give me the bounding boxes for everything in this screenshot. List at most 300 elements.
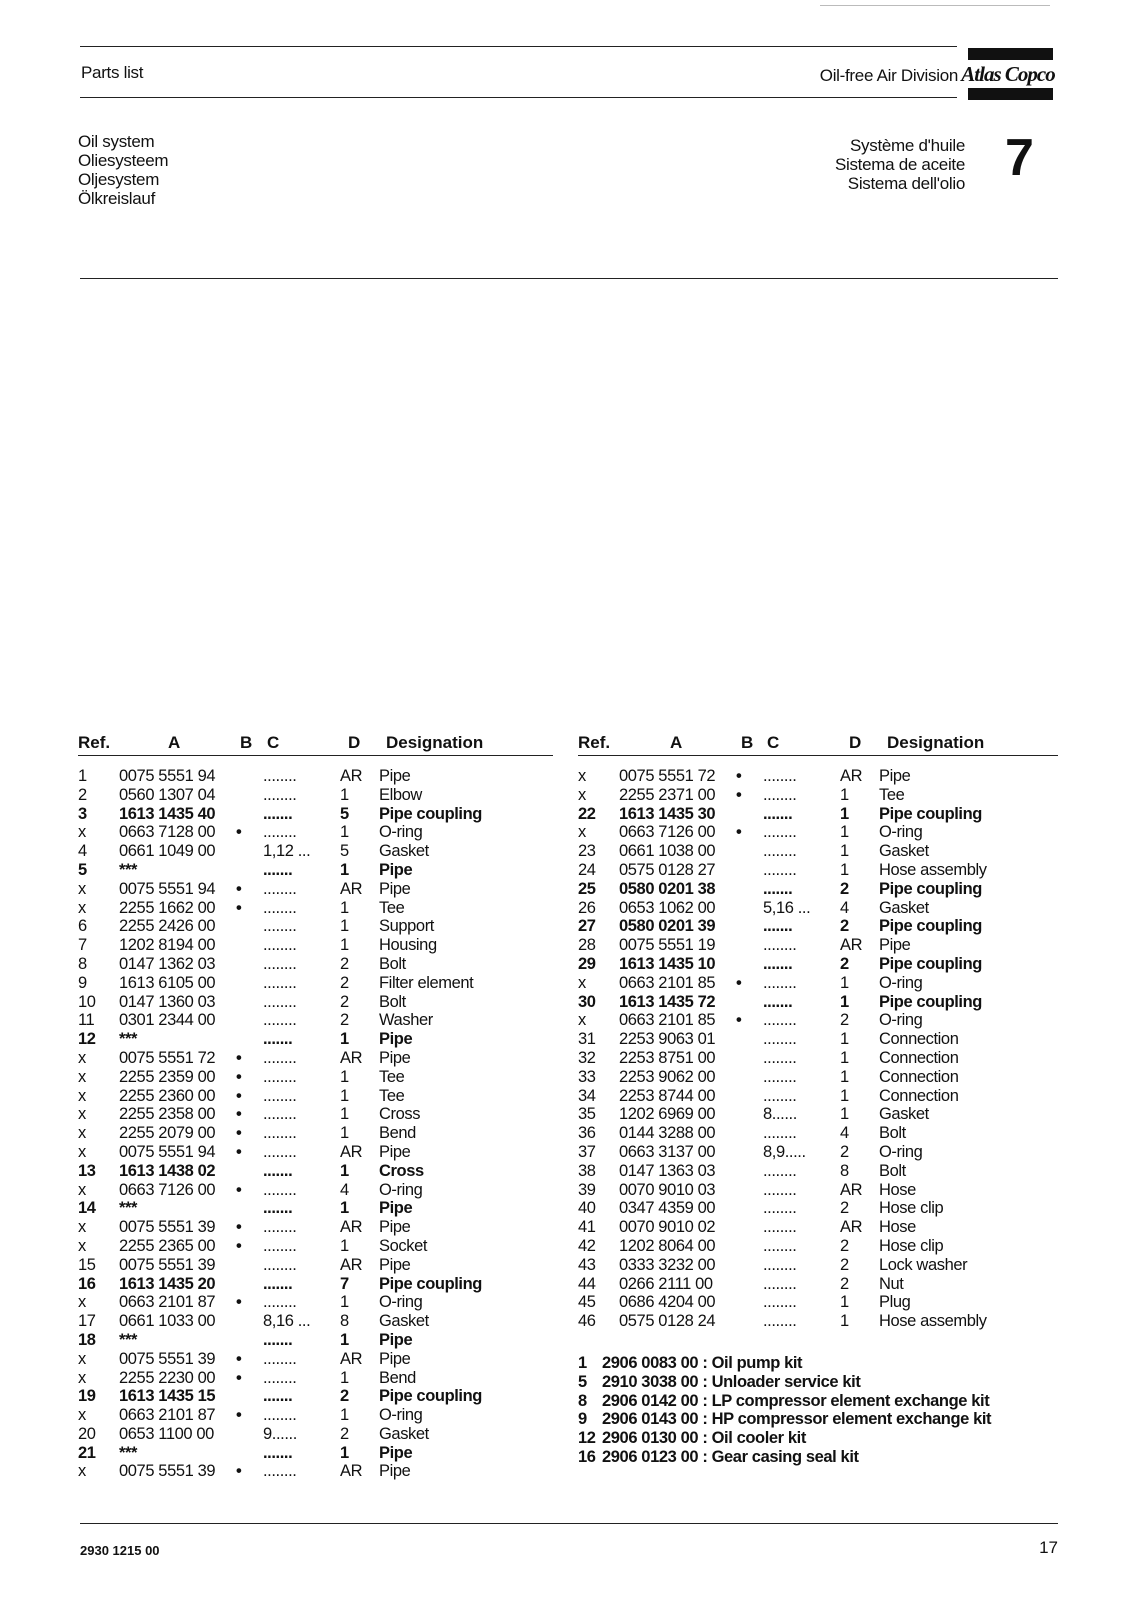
table-row bbox=[78, 936, 558, 955]
row-kit-reference: ....... bbox=[263, 1030, 293, 1049]
row-quantity: 1 bbox=[340, 1236, 349, 1255]
row-part-number: 0653 1100 00 bbox=[119, 1424, 214, 1443]
table-row bbox=[578, 1256, 1058, 1275]
row-ref: 14 bbox=[78, 1199, 96, 1218]
kit-item bbox=[578, 1410, 1058, 1429]
table-row bbox=[78, 1406, 558, 1425]
row-part-number: *** bbox=[119, 1030, 138, 1049]
title-de: Ölkreislauf bbox=[78, 189, 156, 208]
row-ref: 24 bbox=[578, 860, 596, 879]
row-part-number: 0347 4359 00 bbox=[619, 1199, 716, 1218]
row-designation: Gasket bbox=[379, 842, 429, 861]
row-ref: 37 bbox=[578, 1142, 596, 1161]
kit-item bbox=[578, 1354, 1058, 1373]
row-part-number: 1613 1435 30 bbox=[619, 804, 716, 823]
row-ref: 34 bbox=[578, 1086, 596, 1105]
section-titles-left bbox=[78, 132, 168, 208]
row-ref: 5 bbox=[78, 860, 87, 879]
table-row bbox=[78, 786, 558, 805]
row-part-number: 2255 2360 00 bbox=[119, 1086, 216, 1105]
logo-wordmark: Atlas Copco bbox=[961, 62, 1055, 86]
row-quantity: 2 bbox=[340, 992, 349, 1011]
row-kit-reference: ........ bbox=[763, 842, 797, 861]
table-row bbox=[78, 1218, 558, 1237]
table-row bbox=[578, 936, 1058, 955]
table-row bbox=[578, 1049, 1058, 1068]
row-service-marker: • bbox=[236, 1462, 242, 1481]
table-row bbox=[578, 974, 1058, 993]
row-quantity: AR bbox=[340, 1349, 363, 1368]
row-designation: Pipe coupling bbox=[879, 992, 982, 1011]
row-quantity: 5 bbox=[340, 842, 349, 861]
row-designation: Housing bbox=[379, 936, 437, 955]
row-part-number: 0075 5551 19 bbox=[619, 936, 716, 955]
row-ref: 42 bbox=[578, 1236, 596, 1255]
table-row bbox=[78, 1256, 558, 1275]
row-ref: 2 bbox=[78, 785, 87, 804]
row-quantity: 1 bbox=[840, 1293, 849, 1312]
row-part-number: 0075 5551 39 bbox=[119, 1349, 216, 1368]
row-quantity: 1 bbox=[340, 917, 349, 936]
row-ref: x bbox=[78, 1067, 86, 1086]
table-row bbox=[78, 1162, 558, 1181]
row-part-number: 0580 0201 38 bbox=[619, 879, 716, 898]
row-ref: 39 bbox=[578, 1180, 596, 1199]
row-quantity: 1 bbox=[340, 1406, 349, 1425]
table-row bbox=[578, 1030, 1058, 1049]
row-part-number: 0661 1038 00 bbox=[619, 842, 716, 861]
row-part-number: 1613 1435 40 bbox=[119, 804, 216, 823]
left-col-designation: Designation bbox=[386, 733, 484, 752]
row-quantity: 8 bbox=[340, 1312, 349, 1331]
row-designation: Pipe bbox=[379, 1349, 411, 1368]
header-parts-list: Parts list bbox=[81, 63, 144, 82]
row-quantity: 1 bbox=[840, 973, 849, 992]
table-row bbox=[578, 899, 1058, 918]
row-part-number: 1613 6105 00 bbox=[119, 973, 216, 992]
row-ref: x bbox=[78, 1406, 86, 1425]
row-ref: x bbox=[578, 767, 586, 785]
kit-description: 2906 0143 00 : HP compressor element exchange kit bbox=[602, 1410, 992, 1429]
table-row bbox=[78, 1387, 558, 1406]
row-designation: Gasket bbox=[879, 842, 929, 861]
row-ref: 25 bbox=[578, 879, 596, 898]
row-kit-reference: ........ bbox=[263, 1048, 297, 1067]
row-ref: x bbox=[78, 823, 86, 842]
row-kit-reference: ....... bbox=[763, 879, 793, 898]
row-quantity: 1 bbox=[840, 1312, 849, 1331]
row-kit-reference: ........ bbox=[763, 823, 797, 842]
row-kit-reference: ....... bbox=[263, 1161, 293, 1180]
row-kit-reference: ........ bbox=[763, 860, 797, 879]
row-kit-reference: ........ bbox=[263, 1349, 297, 1368]
row-ref: x bbox=[78, 1368, 86, 1387]
table-row bbox=[78, 993, 558, 1012]
row-part-number: 0575 0128 24 bbox=[619, 1312, 716, 1331]
row-designation: Pipe bbox=[379, 767, 411, 785]
row-kit-reference: 1,12 ... bbox=[263, 842, 311, 861]
section-number: 7 bbox=[1005, 129, 1034, 187]
row-part-number: 2253 9062 00 bbox=[619, 1067, 716, 1086]
row-ref: 46 bbox=[578, 1312, 596, 1331]
table-row bbox=[578, 880, 1058, 899]
row-kit-reference: ........ bbox=[263, 1293, 297, 1312]
row-ref: x bbox=[578, 785, 586, 804]
table-row bbox=[578, 1068, 1058, 1087]
table-row bbox=[78, 1105, 558, 1124]
row-designation: Elbow bbox=[379, 785, 422, 804]
table-row bbox=[578, 1143, 1058, 1162]
row-designation: Hose assembly bbox=[879, 860, 987, 879]
table-row bbox=[578, 786, 1058, 805]
row-kit-reference: ........ bbox=[763, 936, 797, 955]
row-service-marker: • bbox=[236, 1142, 242, 1161]
row-part-number: 0147 1363 03 bbox=[619, 1161, 716, 1180]
row-designation: Pipe bbox=[379, 879, 411, 898]
kit-description: 2906 0130 00 : Oil cooler kit bbox=[602, 1429, 806, 1448]
row-ref: 4 bbox=[78, 842, 87, 861]
table-row bbox=[578, 1312, 1058, 1331]
row-part-number: *** bbox=[119, 1443, 138, 1462]
row-quantity: 1 bbox=[840, 992, 849, 1011]
row-quantity: 1 bbox=[340, 898, 349, 917]
row-designation: Bolt bbox=[379, 954, 406, 973]
row-designation: Hose bbox=[879, 1218, 916, 1237]
row-ref: 31 bbox=[578, 1030, 596, 1049]
row-part-number: 0075 5551 72 bbox=[619, 767, 716, 785]
row-ref: 28 bbox=[578, 936, 596, 955]
table-row bbox=[78, 823, 558, 842]
row-kit-reference: 8,16 ... bbox=[263, 1312, 311, 1331]
row-kit-reference: ........ bbox=[263, 1368, 297, 1387]
row-kit-reference: ........ bbox=[763, 1180, 797, 1199]
logo-bar-top bbox=[968, 48, 1053, 60]
row-service-marker: • bbox=[236, 1368, 242, 1387]
table-row bbox=[578, 1105, 1058, 1124]
row-designation: Pipe bbox=[379, 1030, 413, 1049]
row-quantity: AR bbox=[840, 1180, 863, 1199]
row-part-number: 0575 0128 27 bbox=[619, 860, 716, 879]
table-row bbox=[578, 1275, 1058, 1294]
row-part-number: 0144 3288 00 bbox=[619, 1124, 716, 1143]
row-ref: x bbox=[78, 1124, 86, 1143]
row-quantity: 1 bbox=[340, 1330, 349, 1349]
table-row bbox=[78, 861, 558, 880]
table-row bbox=[578, 1162, 1058, 1181]
row-quantity: 1 bbox=[340, 1086, 349, 1105]
kit-item bbox=[578, 1392, 1058, 1411]
row-quantity: 2 bbox=[840, 917, 849, 936]
kit-ref: 8 bbox=[578, 1391, 587, 1410]
row-part-number: 0661 1049 00 bbox=[119, 842, 216, 861]
row-kit-reference: ....... bbox=[263, 1330, 293, 1349]
row-kit-reference: ....... bbox=[263, 804, 293, 823]
row-part-number: 1613 1435 20 bbox=[119, 1274, 216, 1293]
table-row bbox=[578, 993, 1058, 1012]
row-quantity: 1 bbox=[840, 1105, 849, 1124]
row-part-number: 2255 2365 00 bbox=[119, 1236, 216, 1255]
row-kit-reference: ........ bbox=[763, 1236, 797, 1255]
row-ref: 32 bbox=[578, 1048, 596, 1067]
kit-ref: 1 bbox=[578, 1354, 587, 1372]
row-part-number: 1613 1438 02 bbox=[119, 1161, 216, 1180]
kit-description: 2906 0083 00 : Oil pump kit bbox=[602, 1354, 803, 1372]
row-quantity: 1 bbox=[840, 823, 849, 842]
row-designation: O-ring bbox=[879, 1011, 923, 1030]
row-quantity: 2 bbox=[340, 954, 349, 973]
footer-doc-number: 2930 1215 00 bbox=[80, 1543, 160, 1558]
row-part-number: *** bbox=[119, 1330, 138, 1349]
row-part-number: 0663 7128 00 bbox=[119, 823, 216, 842]
row-part-number: 2255 2426 00 bbox=[119, 917, 216, 936]
row-kit-reference: ....... bbox=[263, 1274, 293, 1293]
row-quantity: 2 bbox=[340, 973, 349, 992]
row-part-number: 0663 3137 00 bbox=[619, 1142, 716, 1161]
row-part-number: 0075 5551 39 bbox=[119, 1255, 216, 1274]
section-titles-right bbox=[760, 136, 965, 193]
kit-item bbox=[578, 1429, 1058, 1448]
row-kit-reference: ........ bbox=[263, 936, 297, 955]
row-designation: Support bbox=[379, 917, 434, 936]
row-kit-reference: ........ bbox=[763, 1086, 797, 1105]
table-row bbox=[78, 1425, 558, 1444]
header-top-rule bbox=[80, 46, 957, 47]
table-row bbox=[78, 1181, 558, 1200]
row-service-marker: • bbox=[236, 1124, 242, 1143]
row-part-number: 0075 5551 39 bbox=[119, 1462, 216, 1481]
row-kit-reference: ........ bbox=[263, 1406, 297, 1425]
row-ref: 15 bbox=[78, 1255, 96, 1274]
row-part-number: 0075 5551 72 bbox=[119, 1048, 216, 1067]
left-col-ref: Ref. bbox=[78, 733, 111, 752]
table-row bbox=[78, 1030, 558, 1049]
row-part-number: 0075 5551 94 bbox=[119, 879, 216, 898]
kit-item bbox=[578, 1373, 1058, 1392]
row-service-marker: • bbox=[236, 879, 242, 898]
row-part-number: 0663 2101 85 bbox=[619, 1011, 716, 1030]
row-designation: Pipe coupling bbox=[879, 917, 982, 936]
row-part-number: 2253 8751 00 bbox=[619, 1048, 716, 1067]
kit-ref: 12 bbox=[578, 1429, 596, 1448]
row-quantity: 2 bbox=[840, 1199, 849, 1218]
row-quantity: 1 bbox=[340, 936, 349, 955]
table-row bbox=[78, 1087, 558, 1106]
table-row bbox=[78, 917, 558, 936]
row-part-number: 0653 1062 00 bbox=[619, 898, 716, 917]
table-row bbox=[78, 1312, 558, 1331]
row-ref: x bbox=[78, 1293, 86, 1312]
row-quantity: AR bbox=[340, 767, 363, 785]
row-ref: x bbox=[78, 1048, 86, 1067]
row-kit-reference: ........ bbox=[763, 1293, 797, 1312]
row-ref: 21 bbox=[78, 1443, 96, 1462]
row-designation: Bolt bbox=[879, 1124, 906, 1143]
row-part-number: 0147 1362 03 bbox=[119, 954, 216, 973]
row-part-number: 2253 9063 01 bbox=[619, 1030, 716, 1049]
row-kit-reference: ........ bbox=[263, 1124, 297, 1143]
row-quantity: 8 bbox=[840, 1161, 849, 1180]
table-row bbox=[78, 842, 558, 861]
table-row bbox=[78, 1462, 558, 1481]
row-kit-reference: ....... bbox=[263, 1199, 293, 1218]
row-kit-reference: ........ bbox=[763, 1124, 797, 1143]
row-ref: 38 bbox=[578, 1161, 596, 1180]
row-ref: 9 bbox=[78, 973, 87, 992]
row-kit-reference: ....... bbox=[263, 1443, 293, 1462]
table-row bbox=[78, 1444, 558, 1463]
section-divider bbox=[80, 278, 1058, 279]
table-row bbox=[78, 1331, 558, 1350]
row-kit-reference: ........ bbox=[263, 1011, 297, 1030]
row-kit-reference: ....... bbox=[763, 804, 793, 823]
table-row bbox=[578, 767, 1058, 786]
row-kit-reference: ........ bbox=[263, 785, 297, 804]
left-col-b: B bbox=[240, 733, 253, 752]
table-row bbox=[578, 917, 1058, 936]
row-designation: Pipe bbox=[379, 1462, 411, 1481]
row-kit-reference: ........ bbox=[763, 785, 797, 804]
row-ref: 6 bbox=[78, 917, 87, 936]
row-designation: Pipe coupling bbox=[879, 954, 982, 973]
row-ref: 26 bbox=[578, 898, 596, 917]
table-row bbox=[78, 1199, 558, 1218]
row-part-number: 0663 2101 87 bbox=[119, 1293, 216, 1312]
row-designation: Tee bbox=[379, 898, 405, 917]
table-row bbox=[578, 1011, 1058, 1030]
row-part-number: 1613 1435 10 bbox=[619, 954, 716, 973]
table-row bbox=[78, 1011, 558, 1030]
row-kit-reference: 9...... bbox=[263, 1424, 297, 1443]
row-kit-reference: ........ bbox=[763, 1161, 797, 1180]
row-quantity: 1 bbox=[340, 1199, 349, 1218]
row-kit-reference: ........ bbox=[263, 1086, 297, 1105]
table-row bbox=[578, 805, 1058, 824]
row-service-marker: • bbox=[736, 823, 742, 842]
row-ref: 44 bbox=[578, 1274, 596, 1293]
row-ref: 36 bbox=[578, 1124, 596, 1143]
row-part-number: 0075 5551 94 bbox=[119, 767, 216, 785]
row-kit-reference: ....... bbox=[763, 954, 793, 973]
row-designation: Pipe bbox=[379, 1142, 411, 1161]
row-designation: Connection bbox=[879, 1048, 959, 1067]
row-designation: Pipe bbox=[379, 1199, 413, 1218]
row-kit-reference: ........ bbox=[263, 1105, 297, 1124]
row-part-number: 2255 2371 00 bbox=[619, 785, 716, 804]
table-row bbox=[578, 861, 1058, 880]
row-ref: x bbox=[78, 1105, 86, 1124]
row-kit-reference: ........ bbox=[763, 1199, 797, 1218]
row-ref: 8 bbox=[78, 954, 87, 973]
row-ref: x bbox=[78, 1218, 86, 1237]
row-service-marker: • bbox=[736, 1011, 742, 1030]
row-ref: 43 bbox=[578, 1255, 596, 1274]
row-quantity: 1 bbox=[840, 860, 849, 879]
row-kit-reference: ........ bbox=[763, 1067, 797, 1086]
row-ref: 30 bbox=[578, 992, 596, 1011]
row-ref: x bbox=[78, 1236, 86, 1255]
row-designation: Plug bbox=[879, 1293, 911, 1312]
row-kit-reference: ....... bbox=[263, 1387, 293, 1406]
row-designation: Washer bbox=[379, 1011, 433, 1030]
row-kit-reference: ........ bbox=[763, 1030, 797, 1049]
row-quantity: 1 bbox=[840, 1048, 849, 1067]
row-part-number: 0075 5551 94 bbox=[119, 1142, 216, 1161]
row-kit-reference: ........ bbox=[263, 1255, 297, 1274]
row-service-marker: • bbox=[236, 1048, 242, 1067]
row-kit-reference: ........ bbox=[763, 1312, 797, 1331]
row-ref: 12 bbox=[78, 1030, 96, 1049]
title-fr: Système d'huile bbox=[850, 136, 965, 155]
row-quantity: 1 bbox=[340, 1293, 349, 1312]
row-designation: Connection bbox=[879, 1030, 959, 1049]
row-ref: x bbox=[78, 879, 86, 898]
row-kit-reference: ........ bbox=[263, 1218, 297, 1237]
row-quantity: 7 bbox=[340, 1274, 349, 1293]
row-part-number: 0661 1033 00 bbox=[119, 1312, 216, 1331]
row-part-number: 0663 7126 00 bbox=[119, 1180, 216, 1199]
header-bottom-rule bbox=[80, 97, 957, 98]
row-quantity: 1 bbox=[840, 804, 849, 823]
row-service-marker: • bbox=[736, 767, 742, 785]
row-ref: 3 bbox=[78, 804, 87, 823]
row-kit-reference: 8...... bbox=[763, 1105, 797, 1124]
row-designation: Pipe coupling bbox=[879, 804, 982, 823]
title-es: Sistema de aceite bbox=[834, 155, 965, 174]
row-part-number: 2255 2230 00 bbox=[119, 1368, 216, 1387]
row-quantity: 2 bbox=[340, 1011, 349, 1030]
row-quantity: 2 bbox=[840, 1236, 849, 1255]
right-col-b: B bbox=[741, 733, 754, 752]
row-ref: x bbox=[78, 1142, 86, 1161]
service-kits-list bbox=[578, 1354, 1058, 1467]
row-ref: 13 bbox=[78, 1161, 96, 1180]
row-service-marker: • bbox=[236, 1180, 242, 1199]
table-row bbox=[578, 1293, 1058, 1312]
table-row bbox=[78, 974, 558, 993]
row-designation: Tee bbox=[379, 1067, 405, 1086]
row-quantity: 1 bbox=[840, 785, 849, 804]
row-kit-reference: ....... bbox=[263, 860, 293, 879]
row-quantity: 4 bbox=[340, 1180, 349, 1199]
row-ref: 16 bbox=[78, 1274, 96, 1293]
row-quantity: AR bbox=[340, 1142, 363, 1161]
row-part-number: 1613 1435 15 bbox=[119, 1387, 216, 1406]
row-quantity: 2 bbox=[840, 1011, 849, 1030]
row-part-number: 0580 0201 39 bbox=[619, 917, 716, 936]
row-quantity: 1 bbox=[340, 1443, 349, 1462]
row-designation: Tee bbox=[879, 785, 905, 804]
table-row bbox=[578, 1199, 1058, 1218]
row-ref: 29 bbox=[578, 954, 596, 973]
row-service-marker: • bbox=[236, 823, 242, 842]
table-row bbox=[578, 823, 1058, 842]
row-part-number: *** bbox=[119, 860, 138, 879]
row-designation: Gasket bbox=[879, 898, 929, 917]
row-ref: x bbox=[578, 823, 586, 842]
row-service-marker: • bbox=[236, 1067, 242, 1086]
row-kit-reference: 8,9..... bbox=[763, 1142, 806, 1161]
header-division: Oil-free Air Division bbox=[819, 66, 958, 85]
left-col-d: D bbox=[348, 733, 361, 752]
row-part-number: 0560 1307 04 bbox=[119, 785, 216, 804]
row-quantity: 1 bbox=[340, 1124, 349, 1143]
kit-ref: 5 bbox=[578, 1372, 587, 1391]
title-it: Sistema dell'olio bbox=[847, 174, 965, 193]
row-ref: x bbox=[78, 1180, 86, 1199]
table-row bbox=[78, 1237, 558, 1256]
row-ref: 35 bbox=[578, 1105, 596, 1124]
row-kit-reference: ........ bbox=[763, 767, 797, 785]
